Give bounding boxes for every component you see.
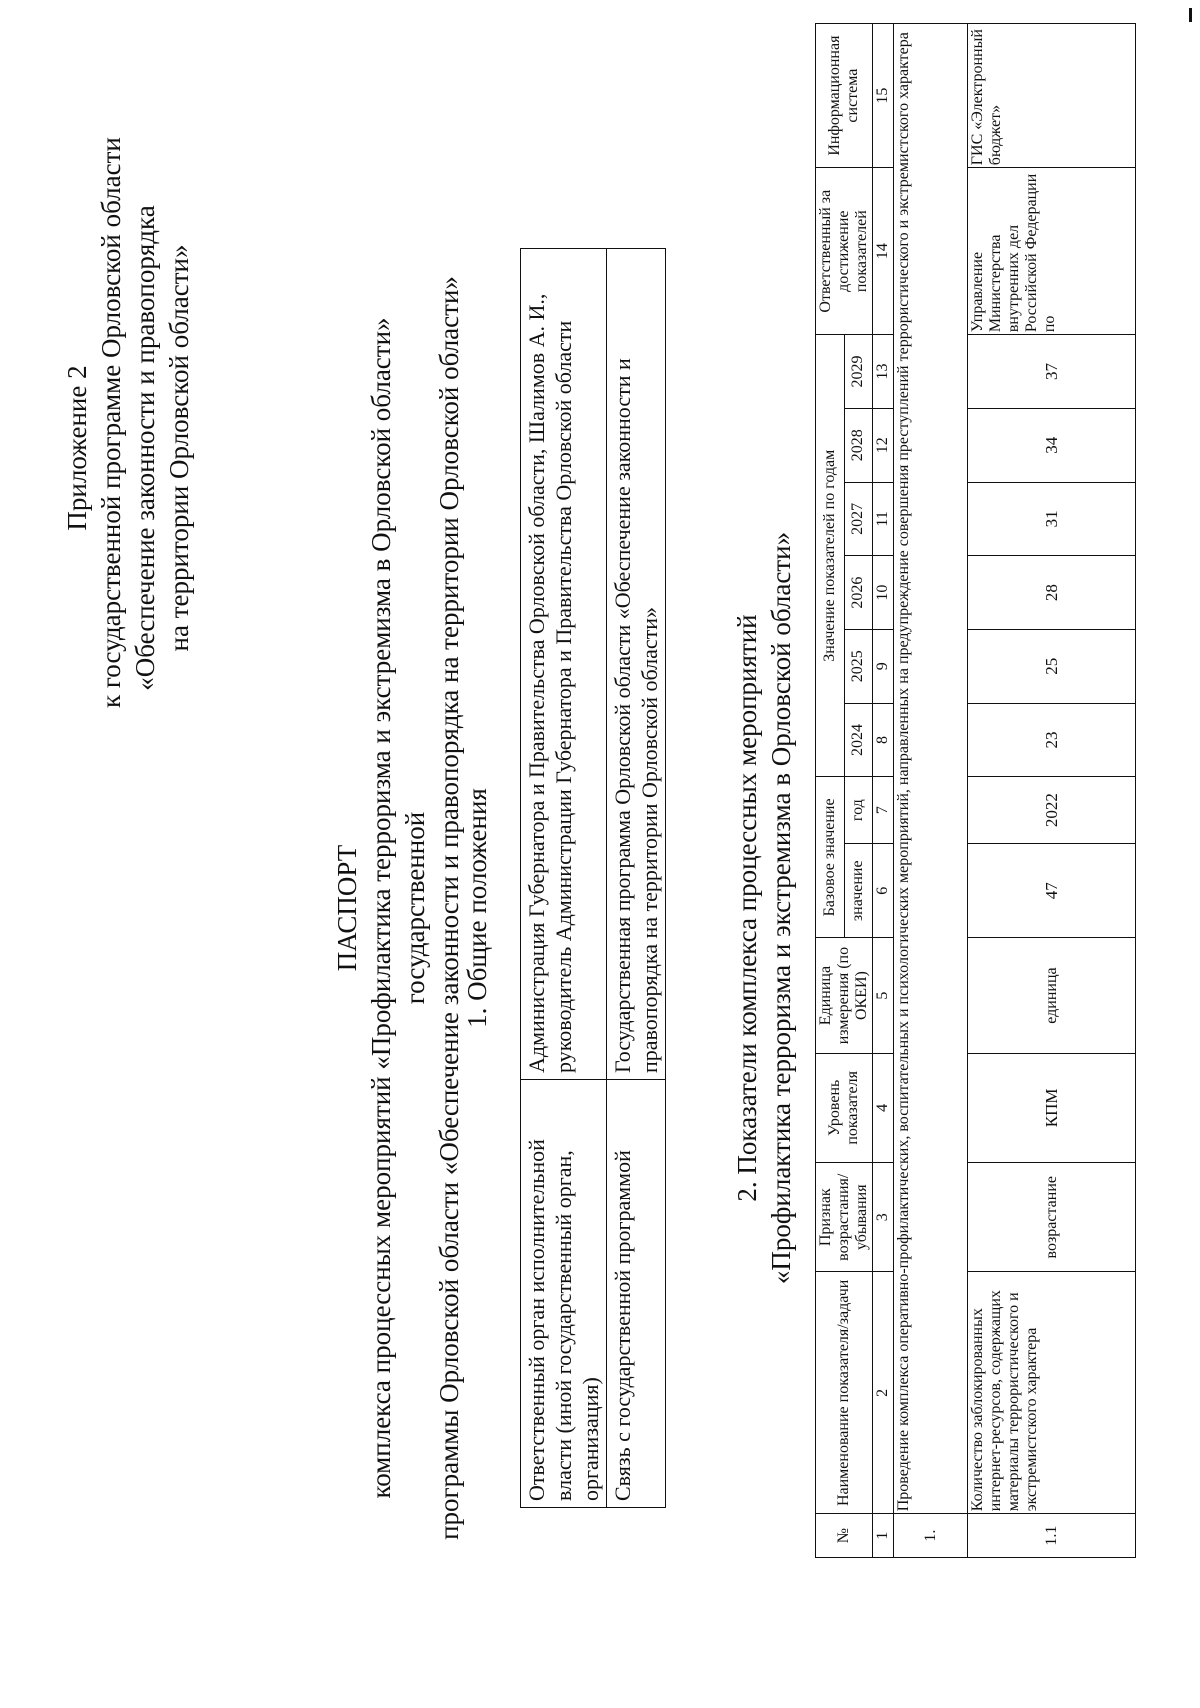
column-number: 8 — [873, 703, 894, 777]
column-numbers-row — [873, 24, 894, 1558]
header-name: Наименование показателя/задачи — [816, 1272, 873, 1514]
row-year-value: 23 — [968, 703, 1136, 777]
passport-subtitle — [364, 258, 466, 1558]
task-num: 1. — [894, 1514, 968, 1558]
header-year: 2028 — [844, 408, 873, 482]
table-header-row — [816, 24, 845, 1558]
column-number: 5 — [873, 938, 894, 1053]
passport-subtitle-line: комплекса процессных мероприятий «Профилактика терроризма и экстремизма в Орловской области» государственной — [366, 317, 430, 1499]
row-num: 1.1 — [968, 1514, 1136, 1558]
table-row — [521, 249, 607, 1508]
column-number: 14 — [873, 168, 894, 335]
header-unit: Единица измерения (по ОКЕИ) — [816, 938, 873, 1053]
passport-subtitle-line: программы Орловской области «Обеспечение законности и правопорядка на территории Орловской области» — [434, 276, 464, 1540]
header-year: 2026 — [844, 556, 873, 630]
column-number: 1 — [873, 1514, 894, 1558]
section2-title: 2. Показатели комплекса процессных мероприятий — [732, 614, 762, 1202]
row-year-value: 37 — [968, 335, 1136, 409]
header-years-group: Значение показателей по годам — [816, 335, 845, 777]
row-sign: возрастание — [968, 1163, 1136, 1272]
header-level: Уровень показателя — [816, 1053, 873, 1162]
appendix-line: «Обеспечение законности и правопорядка — [130, 205, 160, 691]
header-base-value: значение — [844, 844, 873, 938]
column-number: 7 — [873, 777, 894, 844]
passport-title — [330, 258, 364, 1558]
header-responsible: Ответственный за достижение показателей — [816, 168, 873, 335]
row-responsible: Управление Министерства внутренних дел Российской Федерации по — [968, 168, 1136, 335]
table-cell-label: Связь с государственной программой — [607, 1080, 666, 1508]
column-number: 13 — [873, 335, 894, 409]
passport-title-text: ПАСПОРТ — [332, 844, 362, 972]
column-number: 4 — [873, 1053, 894, 1162]
column-number: 2 — [873, 1272, 894, 1514]
row-base-value: 47 — [968, 844, 1136, 938]
task-row — [894, 24, 968, 1558]
table-cell-value: Администрация Губернатора и Правительства Орловской области, Шалимов А. И., руководитель Администрации Губернатора и Правительства Орловской области — [521, 249, 607, 1080]
general-info-table — [520, 248, 666, 1508]
row-year-value: 31 — [968, 482, 1136, 556]
header-num: № — [816, 1514, 873, 1558]
header-year: 2024 — [844, 703, 873, 777]
column-number: 6 — [873, 844, 894, 938]
column-number: 9 — [873, 629, 894, 703]
header-year: 2025 — [844, 629, 873, 703]
table-cell-label: Ответственный орган исполнительной власти (иной государственный орган, организация) — [521, 1080, 607, 1508]
table-row — [968, 24, 1136, 1558]
section1-title: 1. Общие положения — [462, 788, 492, 1028]
column-number: 3 — [873, 1163, 894, 1272]
table-cell-value: Государственная программа Орловской области «Обеспечение законности и правопорядка на территории Орловской области» — [607, 249, 666, 1080]
row-year-value: 28 — [968, 556, 1136, 630]
appendix-line: к государственной программе Орловской области — [96, 137, 126, 708]
header-year: 2027 — [844, 482, 873, 556]
section2-subtitle: «Профилактика терроризма и экстремизма в Орловской области» — [766, 531, 796, 1285]
header-base: Базовое значение — [816, 777, 845, 938]
task-text: Проведение комплекса оперативно-профилактических, воспитательных и психологических мероприятий, направленных на предупреждение совершения преступлений террористического и экстремистского характера — [894, 24, 968, 1514]
column-number: 11 — [873, 482, 894, 556]
row-level: КПМ — [968, 1053, 1136, 1162]
appendix-line: на территории Орловской области» — [164, 244, 194, 652]
indicators-table — [815, 23, 1136, 1558]
table-row — [607, 249, 666, 1508]
row-name: Количество заблокированных интернет-ресурсов, содержащих материалы террористического и экстремистского характера — [968, 1272, 1136, 1514]
row-unit: единица — [968, 938, 1136, 1053]
header-system: Информационная система — [816, 24, 873, 168]
appendix-line: Приложение 2 — [62, 365, 92, 531]
row-system: ГИС «Электронный бюджет» — [968, 24, 1136, 168]
row-year-value: 25 — [968, 629, 1136, 703]
column-number: 15 — [873, 24, 894, 168]
row-base-year: 2022 — [968, 777, 1136, 844]
header-year: 2029 — [844, 335, 873, 409]
header-base-year: год — [844, 777, 873, 844]
row-year-value: 34 — [968, 408, 1136, 482]
appendix-header — [60, 137, 196, 708]
column-number: 12 — [873, 408, 894, 482]
header-sign: Признак возрастания/ убывания — [816, 1163, 873, 1272]
column-number: 10 — [873, 556, 894, 630]
